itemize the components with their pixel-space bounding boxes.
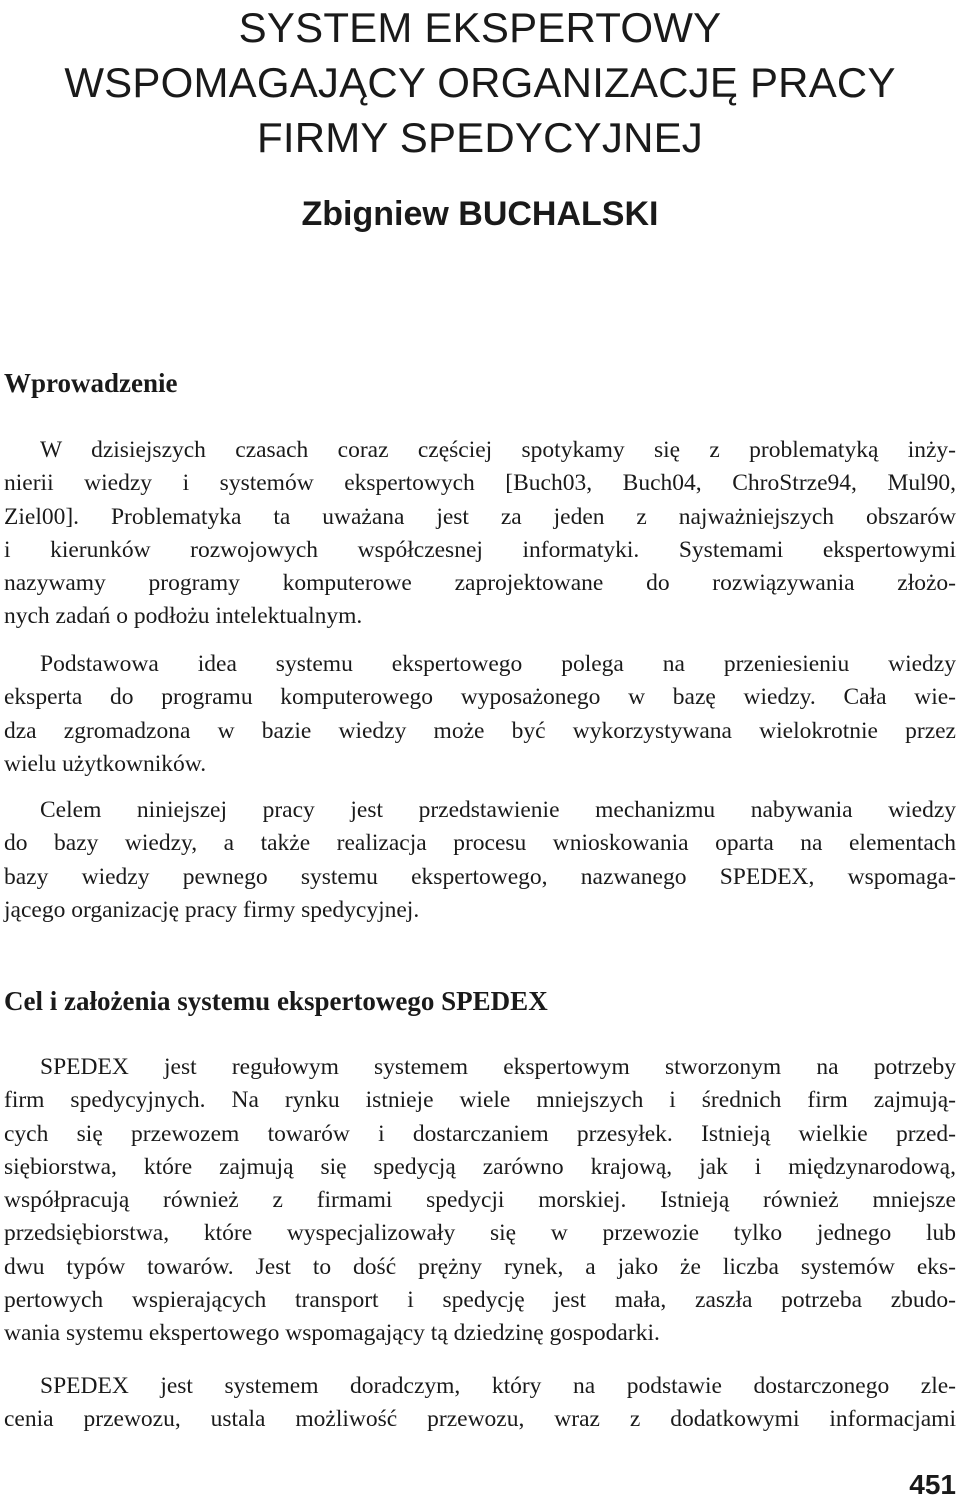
text-line: eksperta do programu komputerowego wyposażonego w bazę wiedzy. Cała wie- <box>4 684 956 711</box>
text-line: nierii wiedzy i systemów ekspertowych [Buch03, Buch04, ChroStrze94, Mul90, <box>4 470 956 497</box>
text-line: cenia przewozu, ustala możliwość przewozu, wraz z dodatkowymi informacjami <box>4 1406 956 1433</box>
paragraph <box>4 794 956 927</box>
text-line: nych zadań o podłożu intelektualnym. <box>4 603 363 630</box>
text-line: W dzisiejszych czasach coraz częściej spotykamy się z problematyką inży- <box>40 437 956 463</box>
text-line: do bazy wiedzy, a także realizacja procesu wnioskowania oparta na elementach <box>4 830 956 857</box>
text-line: Celem niniejszej pracy jest przedstawienie mechanizmu nabywania wiedzy <box>40 797 956 823</box>
text-line: i kierunków rozwojowych współczesnej informatyki. Systemami ekspertowymi <box>4 536 956 563</box>
paragraph <box>4 1051 956 1351</box>
paragraph <box>4 1370 956 1437</box>
text-line: dza zgromadzona w bazie wiedzy może być wykorzystywana wielokrotnie przez <box>4 717 956 744</box>
text-line: dwu typów towarów. Jest to dość prężny rynek, a jako że liczba systemów eks- <box>4 1253 956 1280</box>
text-line: współpracują również z firmami spedycji morskiej. Istnieją również mniejsze <box>4 1187 956 1214</box>
title-line: FIRMY SPEDYCYJNEJ <box>256 114 704 161</box>
text-line: siębiorstwa, które zajmują się spedycją zarówno krajową, jak i międzynarodową, <box>4 1153 956 1180</box>
title-line: WSPOMAGAJĄCY ORGANIZACJĘ PRACY <box>64 59 896 106</box>
section-heading-goals: Cel i założenia systemu ekspertowego SPEDEX <box>4 986 548 1016</box>
text-line: wielu użytkowników. <box>4 750 207 777</box>
text-line: bazy wiedzy pewnego systemu ekspertowego, nazwanego SPEDEX, wspomaga- <box>4 863 956 890</box>
section-heading-introduction: Wprowadzenie <box>4 368 178 398</box>
text-line: SPEDEX jest regułowym systemem ekspertowym stworzonym na potrzeby <box>40 1054 956 1080</box>
text-line: SPEDEX jest systemem doradczym, który na podstawie dostarczonego zle- <box>40 1373 956 1399</box>
paragraph <box>4 648 956 781</box>
text-line: cych się przewozem towarów i dostarczaniem przesyłek. Istnieją wielkie przed- <box>4 1120 956 1147</box>
text-line: przedsiębiorstwa, które wyspecjalizowały się w przewozie tylko jednego lub <box>4 1220 956 1247</box>
text-line: jącego organizację pracy firmy spedycyjnej. <box>4 896 420 923</box>
text-line: wania systemu ekspertowego wspomagający tą dziedzinę gospodarki. <box>4 1320 660 1347</box>
text-line: pertowych wspierających transport i spedycję jest mała, zaszła potrzeba zbudo- <box>4 1287 956 1314</box>
text-line: firm spedycyjnych. Na rynku istnieje wiele mniejszych i średnich firm zajmują- <box>4 1087 956 1114</box>
paper-title <box>0 0 960 165</box>
page-number: 451 <box>909 1469 956 1500</box>
title-line: SYSTEM EKSPERTOWY <box>238 4 722 51</box>
author-name: Zbigniew BUCHALSKI <box>301 195 659 233</box>
text-line: Podstawowa idea systemu ekspertowego polega na przeniesieniu wiedzy <box>40 651 956 677</box>
text-line: Ziel00]. Problematyka ta uważana jest za jeden z najważniejszych obszarów <box>4 503 956 530</box>
text-line: nazywamy programy komputerowe zaprojektowane do rozwiązywania złożo- <box>4 570 956 597</box>
paragraph <box>4 434 956 634</box>
